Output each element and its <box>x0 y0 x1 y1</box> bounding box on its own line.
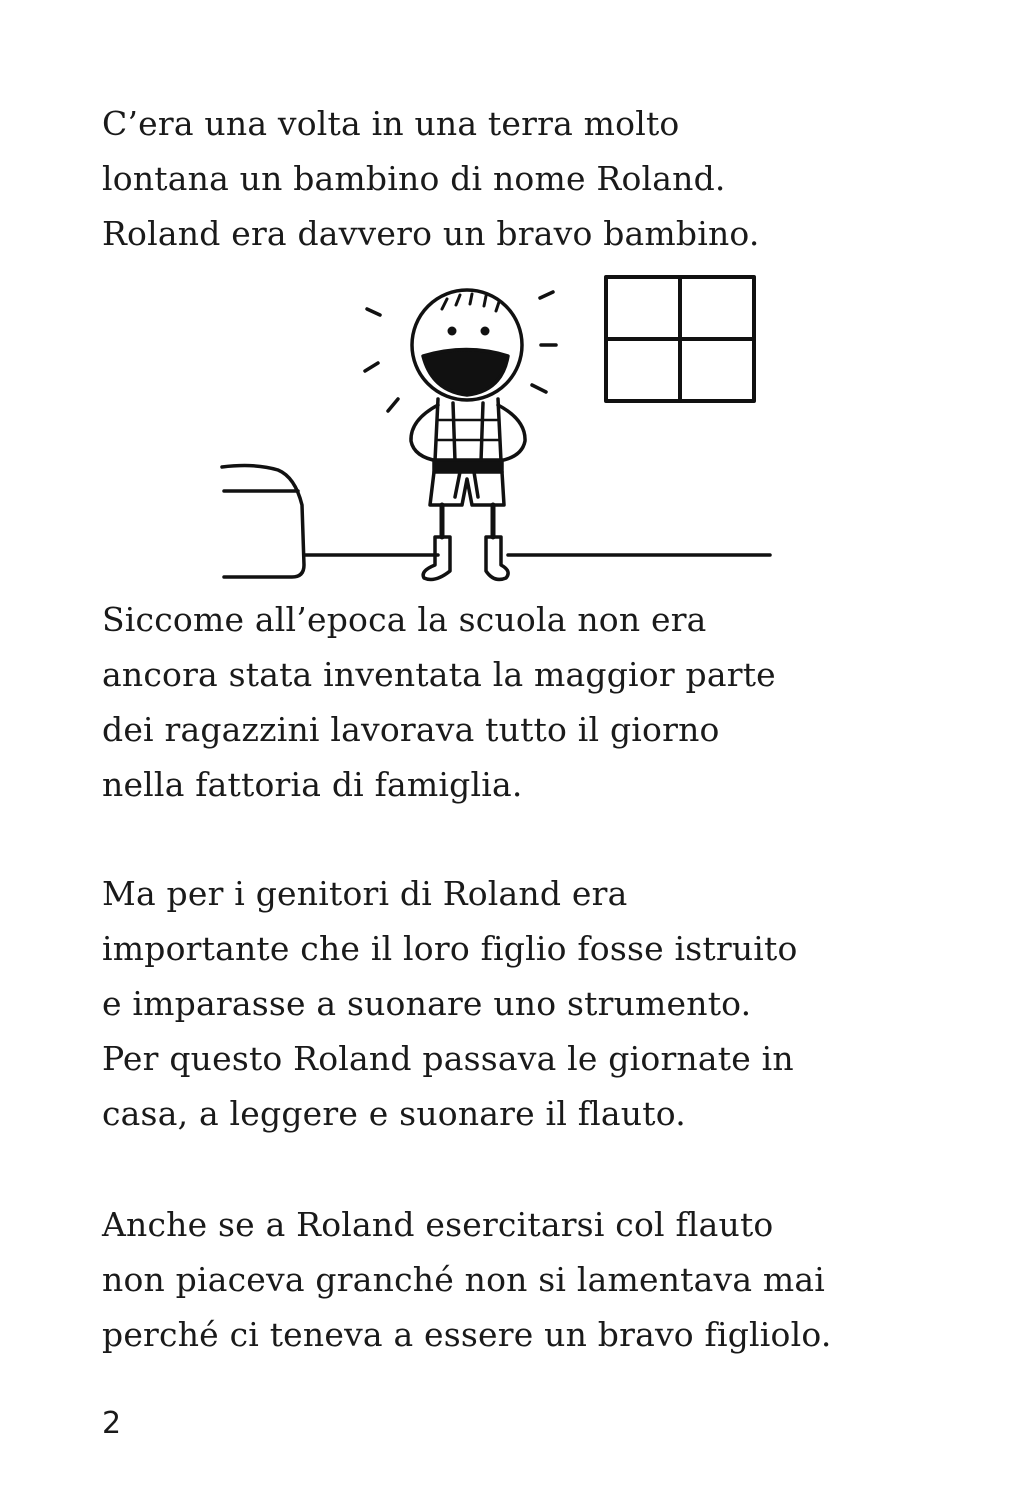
text-line: Ma per i genitori di Roland era <box>102 874 628 913</box>
text-line: importante che il loro figlio fosse istruito <box>102 929 798 968</box>
text-line: non piaceva granché non si lamentava mai <box>102 1260 826 1299</box>
text-line: perché ci teneva a essere un bravo figliolo. <box>102 1315 832 1354</box>
roland-illustration <box>210 265 790 585</box>
page-number: 2 <box>102 1406 122 1441</box>
text-line: lontana un bambino di nome Roland. <box>102 159 726 198</box>
paragraph-2 <box>102 592 932 812</box>
text-line: Roland era davvero un bravo bambino. <box>102 214 760 253</box>
paragraph-1 <box>102 96 932 261</box>
text-line: Per questo Roland passava le giornate in <box>102 1039 794 1078</box>
text-line: casa, a leggere e suonare il flauto. <box>102 1094 686 1133</box>
text-line: Anche se a Roland esercitarsi col flauto <box>102 1205 774 1244</box>
text-line: e imparasse a suonare uno strumento. <box>102 984 752 1023</box>
text-line: C’era una volta in una terra molto <box>102 104 680 143</box>
paragraph-3 <box>102 866 932 1141</box>
paragraph-4 <box>102 1197 932 1362</box>
text-line: Siccome all’epoca la scuola non era <box>102 600 707 639</box>
text-line: nella fattoria di famiglia. <box>102 765 523 804</box>
text-line: dei ragazzini lavorava tutto il giorno <box>102 710 720 749</box>
text-line: ancora stata inventata la maggior parte <box>102 655 776 694</box>
